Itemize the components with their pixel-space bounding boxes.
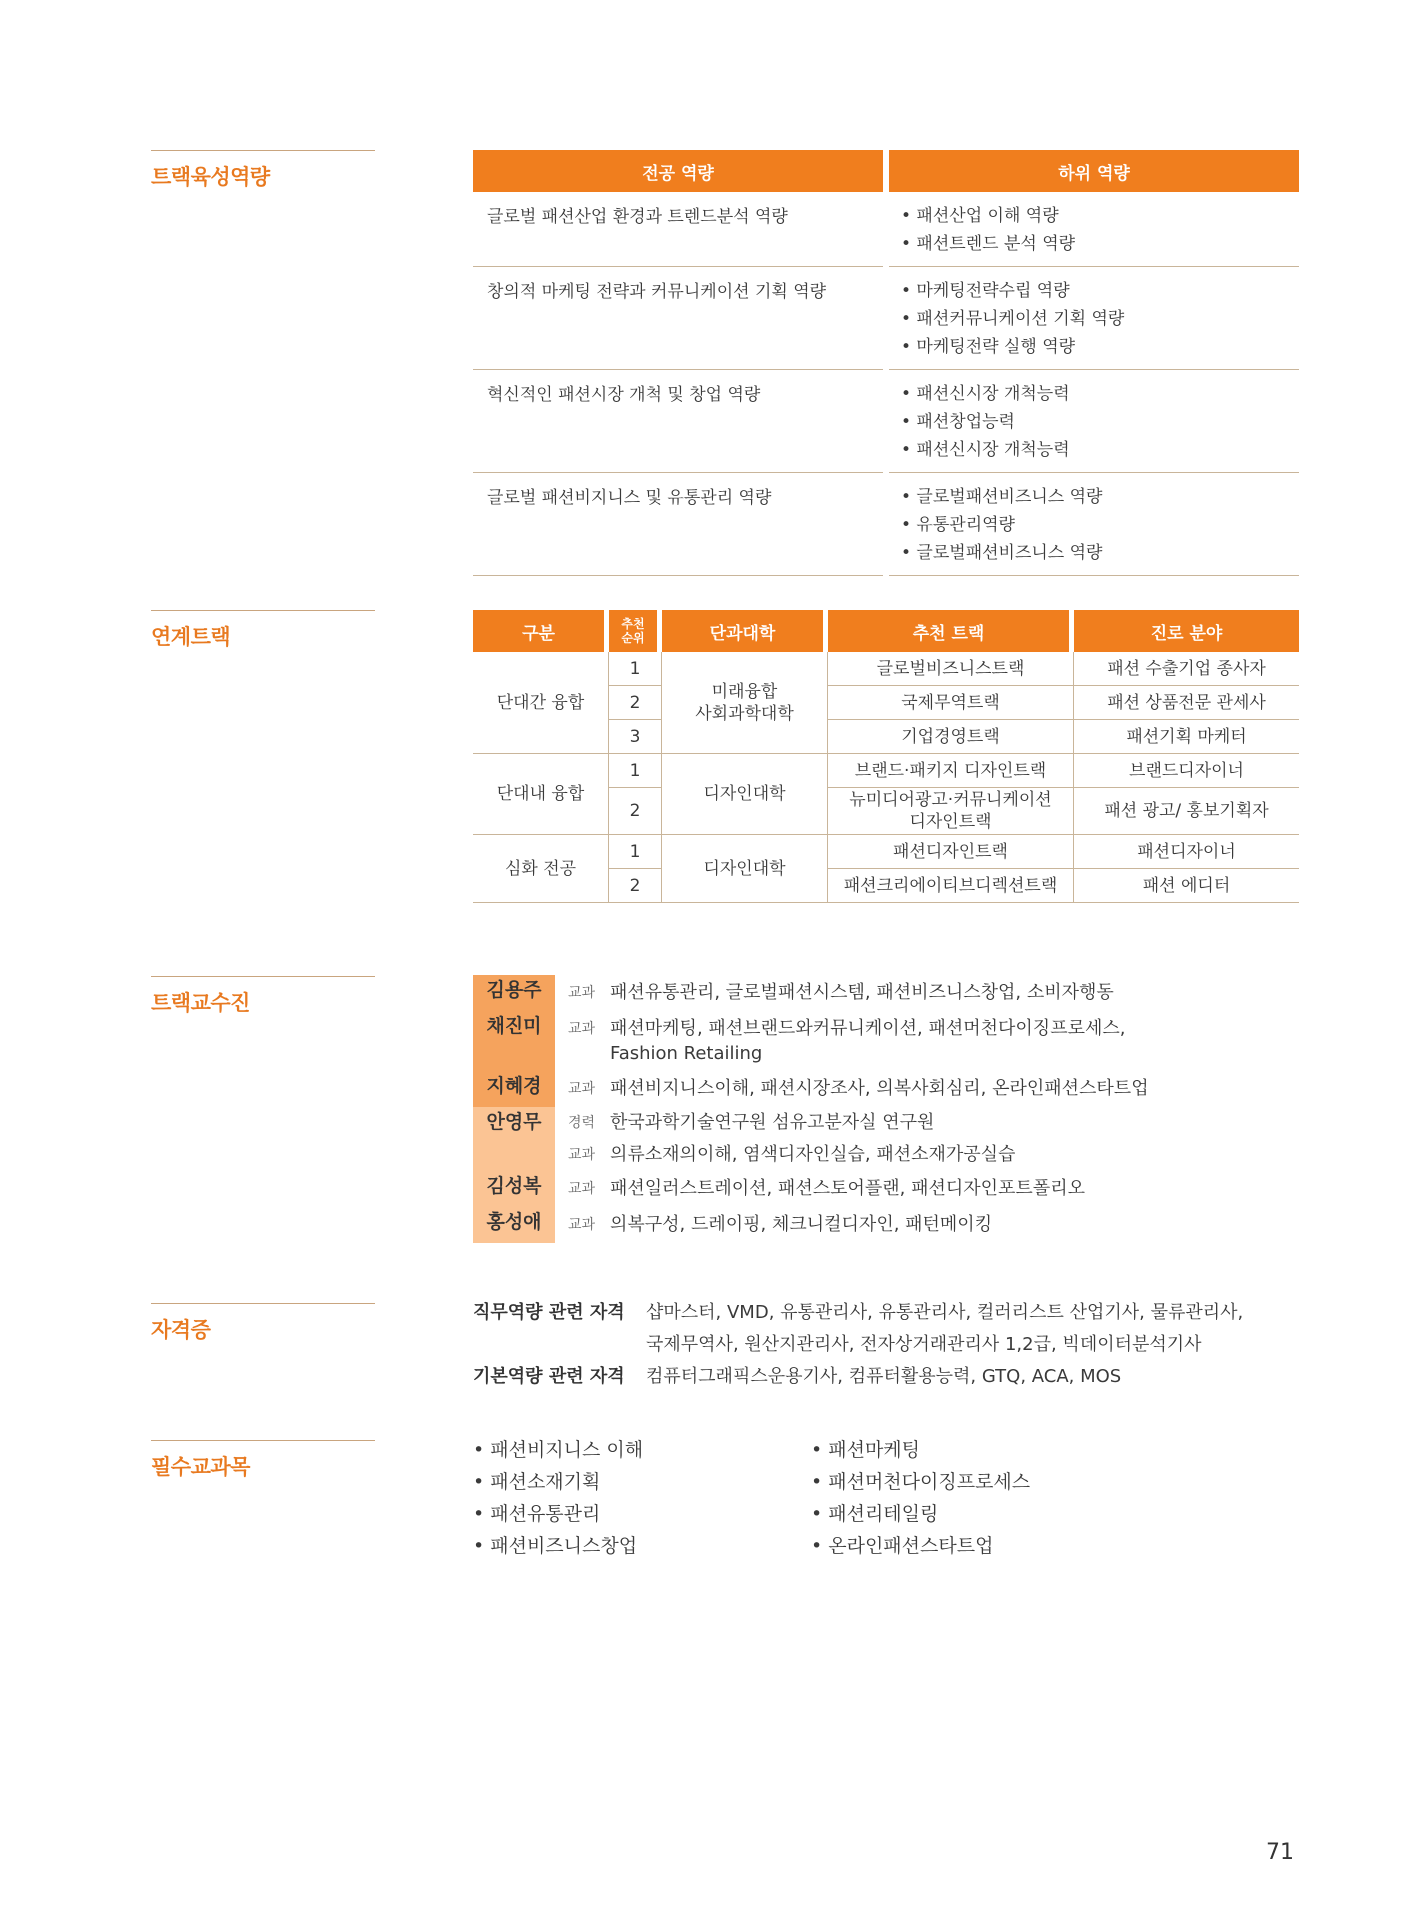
list-item: • 패션비즈니스창업 bbox=[473, 1535, 638, 1557]
section-title-competency: 트랙육성역량 bbox=[151, 150, 375, 191]
college-cell: 디자인대학 bbox=[662, 835, 828, 903]
career-cell: 브랜드디자이너 bbox=[1074, 754, 1299, 788]
list-item: • 패션신시장 개척능력 bbox=[901, 440, 1070, 460]
header-category: 구분 bbox=[473, 610, 609, 652]
list-item: • 패션리테일링 bbox=[811, 1503, 939, 1525]
rank-cell: 1 bbox=[609, 754, 662, 788]
rank-cell: 2 bbox=[609, 869, 662, 903]
certifications-block bbox=[473, 1297, 1313, 1393]
rank-cell: 2 bbox=[609, 788, 662, 835]
major-competency: 글로벌 패션비지니스 및 유통관리 역량 bbox=[473, 473, 883, 576]
faculty-tag: 교과 bbox=[568, 985, 596, 1001]
category-cell: 단대내 융합 bbox=[473, 754, 609, 835]
sub-competency-list bbox=[889, 192, 1299, 267]
job-cert-list: 샵마스터, VMD, 유통관리사, 유통관리사, 컬러리스트 산업기사, 물류관리사, bbox=[646, 1302, 1244, 1323]
faculty-name: 안영무 bbox=[473, 1107, 555, 1171]
header-career-field: 진로 분야 bbox=[1074, 610, 1299, 652]
competency-table bbox=[473, 150, 1299, 576]
list-item: • 마케팅전략수립 역량 bbox=[901, 281, 1070, 301]
list-item: • 패션산업 이해 역량 bbox=[901, 206, 1059, 226]
list-item: • 마케팅전략 실행 역량 bbox=[901, 337, 1076, 357]
basic-cert-label: 기본역량 관련 자격 bbox=[473, 1366, 625, 1387]
linked-tracks-table bbox=[473, 610, 1299, 903]
faculty-row bbox=[473, 1171, 1313, 1207]
faculty-row bbox=[473, 1207, 1313, 1243]
track-cell: 글로벌비즈니스트랙 bbox=[828, 652, 1074, 686]
career-cell: 패션 광고/ 홍보기획자 bbox=[1074, 788, 1299, 835]
faculty-detail: 패션일러스트레이션, 패션스토어플랜, 패션디자인포트폴리오 bbox=[610, 1178, 1085, 1199]
faculty-detail: 패션비지니스이해, 패션시장조사, 의복사회심리, 온라인패션스타트업 bbox=[610, 1078, 1149, 1099]
sub-competency-list bbox=[889, 267, 1299, 370]
career-cell: 패션 에디터 bbox=[1074, 869, 1299, 903]
page-number: 71 bbox=[1266, 1840, 1294, 1865]
faculty-detail: 한국과학기술연구원 섬유고분자실 연구원 bbox=[610, 1112, 935, 1133]
track-cell: 브랜드·패키지 디자인트랙 bbox=[828, 754, 1074, 788]
table-row bbox=[473, 473, 1299, 576]
faculty-tag: 교과 bbox=[568, 1147, 596, 1163]
list-item: • 온라인패션스타트업 bbox=[811, 1535, 994, 1557]
list-item: • 패션창업능력 bbox=[901, 412, 1015, 432]
required-courses-right bbox=[811, 1434, 1030, 1562]
faculty-tag: 경력 bbox=[568, 1115, 596, 1131]
sub-competency-list bbox=[889, 473, 1299, 576]
basic-cert-list: 컴퓨터그래픽스운용기사, 컴퓨터활용능력, GTQ, ACA, MOS bbox=[646, 1366, 1122, 1387]
faculty-detail: 의류소재의이해, 염색디자인실습, 패션소재가공실습 bbox=[610, 1144, 1016, 1165]
list-item: • 패션비지니스 이해 bbox=[473, 1439, 644, 1461]
faculty-row bbox=[473, 1071, 1313, 1107]
track-cell: 뉴미디어광고·커뮤니케이션 디자인트랙 bbox=[828, 788, 1074, 835]
track-cell: 패션디자인트랙 bbox=[828, 835, 1074, 869]
faculty-detail: 패션유통관리, 글로벌패션시스템, 패션비즈니스창업, 소비자행동 bbox=[610, 982, 1114, 1003]
header-college: 단과대학 bbox=[662, 610, 828, 652]
faculty-tag: 교과 bbox=[568, 1021, 596, 1037]
career-cell: 패션 수출기업 종사자 bbox=[1074, 652, 1299, 686]
faculty-name: 김성복 bbox=[473, 1171, 555, 1207]
faculty-tag: 교과 bbox=[568, 1081, 596, 1097]
header-sub-competency: 하위 역량 bbox=[889, 150, 1299, 192]
job-cert-label: 직무역량 관련 자격 bbox=[473, 1302, 625, 1323]
sub-competency-list bbox=[889, 370, 1299, 473]
rank-cell: 1 bbox=[609, 835, 662, 869]
list-item: • 패션소재기획 bbox=[473, 1471, 601, 1493]
table-row bbox=[473, 370, 1299, 473]
header-recommended-track: 추천 트랙 bbox=[828, 610, 1074, 652]
faculty-row bbox=[473, 1107, 1313, 1171]
required-courses-left bbox=[473, 1434, 643, 1562]
list-item: • 글로벌패션비즈니스 역량 bbox=[901, 487, 1103, 507]
section-title-required-courses: 필수교과목 bbox=[151, 1440, 375, 1481]
faculty-row bbox=[473, 1011, 1313, 1071]
major-competency: 창의적 마케팅 전략과 커뮤니케이션 기획 역량 bbox=[473, 267, 883, 370]
rank-cell: 3 bbox=[609, 720, 662, 754]
college-cell: 미래융합 사회과학대학 bbox=[662, 652, 828, 754]
rank-cell: 2 bbox=[609, 686, 662, 720]
section-title-faculty: 트랙교수진 bbox=[151, 976, 375, 1017]
table-row bbox=[473, 754, 1299, 788]
track-cell: 기업경영트랙 bbox=[828, 720, 1074, 754]
section-title-certifications: 자격증 bbox=[151, 1303, 375, 1344]
table-row bbox=[473, 652, 1299, 686]
category-cell: 단대간 융합 bbox=[473, 652, 609, 754]
faculty-name: 홍성애 bbox=[473, 1207, 555, 1243]
list-item: • 패션마케팅 bbox=[811, 1439, 921, 1461]
track-cell: 국제무역트랙 bbox=[828, 686, 1074, 720]
faculty-name: 채진미 bbox=[473, 1011, 555, 1071]
faculty-name: 지혜경 bbox=[473, 1071, 555, 1107]
list-item: • 유통관리역량 bbox=[901, 515, 1015, 535]
job-cert-list-continued: 국제무역사, 원산지관리사, 전자상거래관리사 1,2급, 빅데이터분석기사 bbox=[646, 1334, 1202, 1355]
category-cell: 심화 전공 bbox=[473, 835, 609, 903]
faculty-tag: 교과 bbox=[568, 1181, 596, 1197]
major-competency: 혁신적인 패션시장 개척 및 창업 역량 bbox=[473, 370, 883, 473]
list-item: • 패션트렌드 분석 역량 bbox=[901, 234, 1076, 254]
faculty-detail: 의복구성, 드레이핑, 체크니컬디자인, 패턴메이킹 bbox=[610, 1214, 993, 1235]
college-cell: 디자인대학 bbox=[662, 754, 828, 835]
list-item: • 패션커뮤니케이션 기획 역량 bbox=[901, 309, 1125, 329]
faculty-name: 김용주 bbox=[473, 975, 555, 1011]
faculty-detail: Fashion Retailing bbox=[610, 1043, 763, 1064]
career-cell: 패션디자이너 bbox=[1074, 835, 1299, 869]
career-cell: 패션 상품전문 관세사 bbox=[1074, 686, 1299, 720]
list-item: • 패션유통관리 bbox=[473, 1503, 601, 1525]
table-row bbox=[473, 192, 1299, 267]
list-item: • 패션신시장 개척능력 bbox=[901, 384, 1070, 404]
major-competency: 글로벌 패션산업 환경과 트렌드분석 역량 bbox=[473, 192, 883, 267]
table-row bbox=[473, 267, 1299, 370]
rank-cell: 1 bbox=[609, 652, 662, 686]
track-cell: 패션크리에이티브디렉션트랙 bbox=[828, 869, 1074, 903]
header-rank: 추천 순위 bbox=[609, 610, 662, 652]
section-title-linked-tracks: 연계트랙 bbox=[151, 610, 375, 651]
career-cell: 패션기획 마케터 bbox=[1074, 720, 1299, 754]
faculty-tag: 교과 bbox=[568, 1217, 596, 1233]
faculty-list bbox=[473, 975, 1313, 1243]
header-major-competency: 전공 역량 bbox=[473, 150, 883, 192]
list-item: • 글로벌패션비즈니스 역량 bbox=[901, 543, 1103, 563]
list-item: • 패션머천다이징프로세스 bbox=[811, 1471, 1031, 1493]
faculty-row bbox=[473, 975, 1313, 1011]
faculty-detail: 패션마케팅, 패션브랜드와커뮤니케이션, 패션머천다이징프로세스, bbox=[610, 1018, 1126, 1039]
table-row bbox=[473, 835, 1299, 869]
